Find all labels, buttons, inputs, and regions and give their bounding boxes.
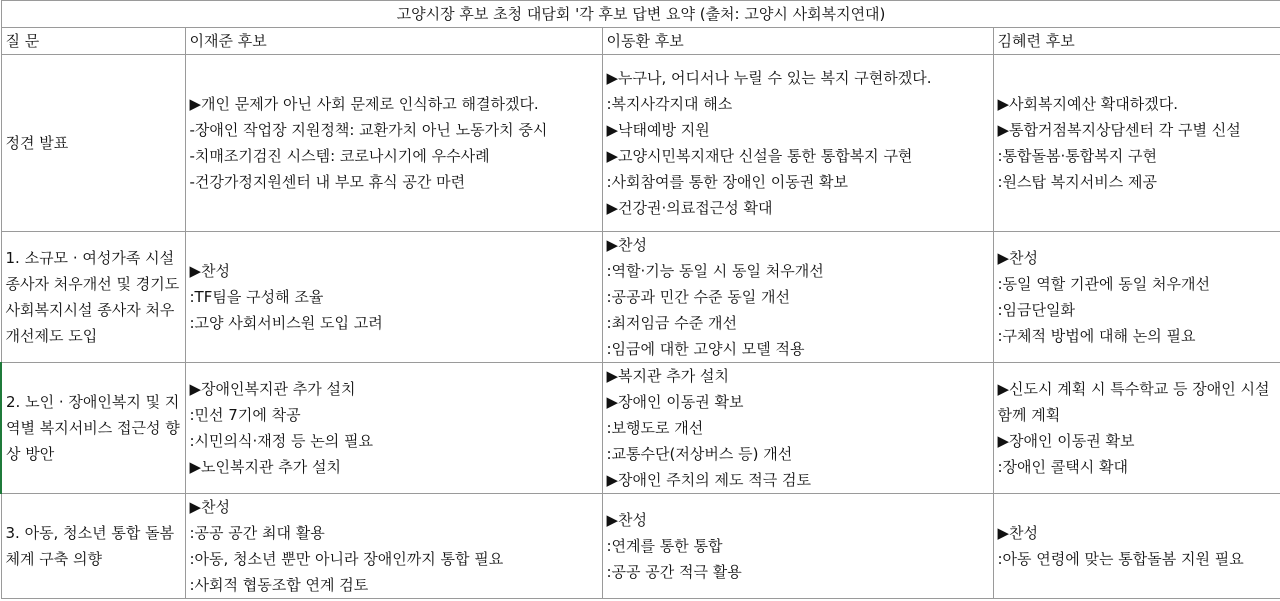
answer-line: -치매조기검진 시스템: 코로나시기에 우수사례 bbox=[189, 147, 490, 165]
answer-cell bbox=[993, 363, 1280, 494]
answer-line: :공공 공간 최대 활용 bbox=[189, 524, 325, 542]
table-row bbox=[1, 55, 1280, 232]
answer-line: :TF팀을 구성해 조율 bbox=[189, 288, 324, 306]
table-title: 고양시장 후보 초청 대담회 '각 후보 답변 요약 (출처: 고양시 사회복지연대) bbox=[1, 1, 1280, 28]
answer-line: :연계를 통한 통합 bbox=[606, 537, 723, 555]
answer-line: :교통수단(저상버스 등) 개선 bbox=[606, 445, 793, 463]
question-cell: 2. 노인 · 장애인복지 및 지역별 복지서비스 접근성 향상 방안 bbox=[1, 363, 185, 494]
header-question: 질 문 bbox=[1, 28, 185, 55]
question-cell: 정견 발표 bbox=[1, 55, 185, 232]
question-cell: 1. 소규모 · 여성가족 시설 종사자 처우개선 및 경기도사회복지시설 종사자 처우개선제도 도입 bbox=[1, 232, 185, 363]
answer-line: ▶찬성 bbox=[189, 498, 231, 516]
answer-line: :동일 역할 기관에 동일 처우개선 bbox=[997, 275, 1210, 293]
answer-line: ▶장애인 주치의 제도 적극 검토 bbox=[606, 471, 811, 489]
answer-line: ▶장애인복지관 추가 설치 bbox=[189, 380, 356, 398]
answer-line: :아동 연령에 맞는 통합돌봄 지원 필요 bbox=[997, 550, 1244, 568]
answer-line: :장애인 콜택시 확대 bbox=[997, 458, 1129, 476]
answer-line: :사회참여를 통한 장애인 이동권 확보 bbox=[606, 173, 848, 191]
answer-line: :공공 공간 적극 활용 bbox=[606, 563, 742, 581]
answer-line: :구체적 방법에 대해 논의 필요 bbox=[997, 327, 1196, 345]
answer-line: :역할·기능 동일 시 동일 처우개선 bbox=[606, 262, 824, 280]
answer-line: :통합돌봄·통합복지 구현 bbox=[997, 147, 1157, 165]
table-row bbox=[1, 232, 1280, 363]
header-candidate-kim-hyeryeon: 김혜련 후보 bbox=[993, 28, 1280, 55]
answer-line: -장애인 작업장 지원정책: 교환가치 아닌 노동가치 중시 bbox=[189, 121, 548, 139]
answer-line: ▶장애인 이동권 확보 bbox=[606, 393, 744, 411]
answer-line: ▶건강권·의료접근성 확대 bbox=[606, 199, 773, 217]
answer-cell bbox=[185, 363, 602, 494]
answer-line: ▶개인 문제가 아닌 사회 문제로 인식하고 해결하겠다. bbox=[189, 95, 539, 113]
answer-line: ▶찬성 bbox=[997, 249, 1039, 267]
answer-line: ▶사회복지예산 확대하겠다. bbox=[997, 95, 1178, 113]
answer-line: ▶찬성 bbox=[189, 262, 231, 280]
answer-line: :사회적 협동조합 연계 검토 bbox=[189, 576, 369, 594]
answer-line: :고양 사회서비스원 도입 고려 bbox=[189, 314, 383, 332]
answer-line: :복지사각지대 해소 bbox=[606, 95, 733, 113]
answer-line: :공공과 민간 수준 동일 개선 bbox=[606, 288, 791, 306]
answer-line: :원스탑 복지서비스 제공 bbox=[997, 173, 1157, 191]
answer-line: ▶누구나, 어디서나 누릴 수 있는 복지 구현하겠다. bbox=[606, 69, 932, 87]
answer-line: ▶찬성 bbox=[997, 524, 1039, 542]
table-row bbox=[1, 363, 1280, 494]
answer-line: ▶노인복지관 추가 설치 bbox=[189, 458, 341, 476]
answer-line: -건강가정지원센터 내 부모 휴식 공간 마련 bbox=[189, 173, 466, 191]
answer-line: ▶찬성 bbox=[606, 511, 648, 529]
answer-line: :민선 7기에 착공 bbox=[189, 406, 301, 424]
answer-cell bbox=[185, 55, 602, 232]
header-candidate-lee-donghwan: 이동환 후보 bbox=[602, 28, 993, 55]
answer-line: :시민의식·재정 등 논의 필요 bbox=[189, 432, 374, 450]
answer-line: :최저임금 수준 개선 bbox=[606, 314, 738, 332]
answer-cell bbox=[602, 363, 993, 494]
answer-line: :보행도로 개선 bbox=[606, 419, 704, 437]
answer-line: :임금에 대한 고양시 모델 적용 bbox=[606, 340, 805, 358]
answer-cell bbox=[993, 55, 1280, 232]
answer-line: ▶낙태예방 지원 bbox=[606, 121, 710, 139]
header-candidate-lee-jaejun: 이재준 후보 bbox=[185, 28, 602, 55]
answer-line: ▶찬성 bbox=[606, 236, 648, 254]
answer-cell bbox=[602, 494, 993, 599]
question-cell: 3. 아동, 청소년 통합 돌봄체계 구축 의향 bbox=[1, 494, 185, 599]
answer-line: ▶고양시민복지재단 신설을 통한 통합복지 구현 bbox=[606, 147, 913, 165]
answer-line: ▶장애인 이동권 확보 bbox=[997, 432, 1135, 450]
answer-line: ▶신도시 계획 시 특수학교 등 장애인 시설 함께 계획 bbox=[997, 380, 1270, 424]
answer-cell bbox=[185, 232, 602, 363]
answer-cell bbox=[602, 55, 993, 232]
answer-line: ▶통합거점복지상담센터 각 구별 신설 bbox=[997, 121, 1241, 139]
answer-cell bbox=[993, 494, 1280, 599]
answer-line: ▶복지관 추가 설치 bbox=[606, 367, 730, 385]
answer-cell bbox=[185, 494, 602, 599]
table-row bbox=[1, 494, 1280, 599]
answer-line: :아동, 청소년 뿐만 아니라 장애인까지 통합 필요 bbox=[189, 550, 504, 568]
answer-line: :임금단일화 bbox=[997, 301, 1076, 319]
answer-cell bbox=[602, 232, 993, 363]
answer-cell bbox=[993, 232, 1280, 363]
